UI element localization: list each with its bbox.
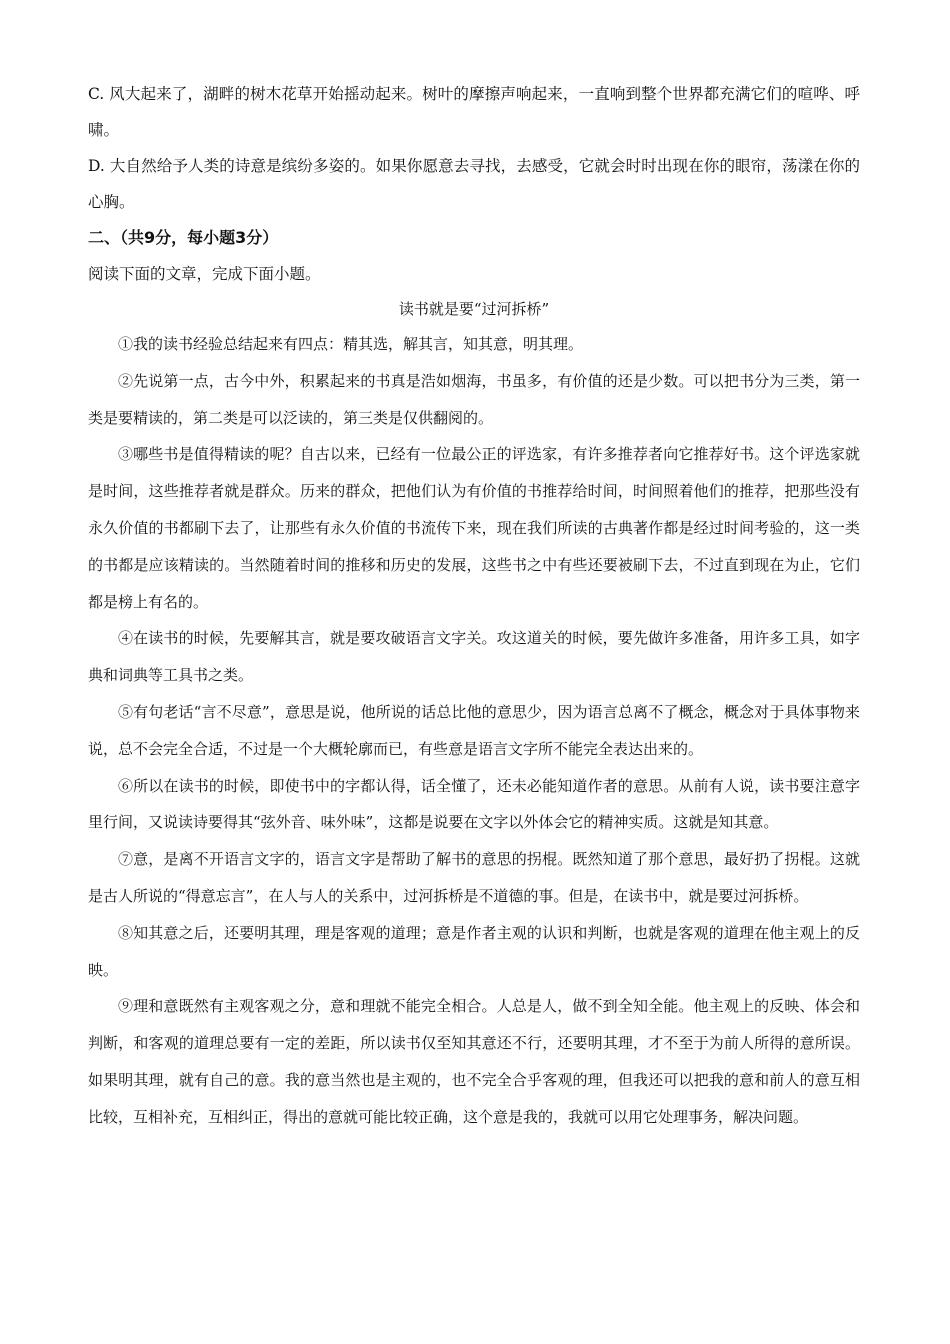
paragraph-3: ③哪些书是值得精读的呢？自古以来，已经有一位最公正的评选家，有许多推荐者向它推荐好书。这个评选家就是时间，这些推荐者就是群众。历来的群众，把他们认为有价值的书推荐给时间，时间照着他们的推荐，把那些没有永久价值的书都刷下去了，让那些有永久价值的书流传下来，现在我们所读的古典著作都是经过时间考验的，这一类的书都是应该精读的。当然随着时间的推移和历史的发展，这些书之中有些还要被刷下去，不过直到现在为止，它们都是榜上有名的。: [88, 445, 860, 611]
paragraph-1: ①我的读书经验总结起来有四点：精其选，解其言，知其意，明其理。: [118, 335, 584, 353]
paragraph-5: ⑤有句老话“言不尽意”，意思是说，他所说的话总比他的意思少，因为语言总离不了概念，概念对于具体事物来说，总不会完全合适，不过是一个大概轮廓而已，有些意是语言文字所不能完全表达出来的。: [88, 702, 860, 758]
paragraph-7: ⑦意，是离不开语言文字的，语言文字是帮助了解书的意思的拐棍。既然知道了那个意思，最好扔了拐棍。这就是古人所说的“得意忘言”，在人与人的关系中，过河拆桥是不道德的事。但是，在读书中，就是要过河拆桥。: [88, 850, 860, 905]
reading-instruction: 阅读下面的文章，完成下面小题。: [88, 265, 321, 283]
paragraph-4: ④在读书的时候，先要解其言，就是要攻破语言文字关。攻这道关的时候，要先做许多准备，用许多工具，如字典和词典等工具书之类。: [88, 629, 860, 685]
document-page: [88, 76, 860, 1136]
paragraph-6: ⑥所以在读书的时候，即使书中的字都认得，话全懂了，还未必能知道作者的意思。从前有人说，读书要注意字里行间，又说读诗要得其“弦外音、味外味”，这都是说要在文字以外体会它的精神实质。这就是知其意。: [88, 776, 860, 832]
paragraph-2: ②先说第一点，古今中外，积累起来的书真是浩如烟海，书虽多，有价值的还是少数。可以把书分为三类，第一类是要精读的，第二类是可以泛读的，第三类是仅供翻阅的。: [88, 371, 860, 427]
section-heading: 二、（共9分，每小题3分）: [88, 228, 279, 247]
option-c: C. 风大起来了，湖畔的树木花草开始摇动起来。树叶的摩擦声响起来，一直响到整个世界都充满它们的喧哗、呼啸。: [88, 85, 860, 139]
paragraph-9: ⑨理和意既然有主观客观之分，意和理就不能完全相合。人总是人，做不到全知全能。他主观上的反映、体会和判断，和客观的道理总要有一定的差距，所以读书仅至知其意还不行，还要明其理，才不至于为前人所得的意所误。如果明其理，就有自己的意。我的意当然也是主观的，也不完全合乎客观的理，但我还可以把我的意和前人的意互相比较，互相补充，互相纠正，得出的意就可能比较正确，这个意是我的，我就可以用它处理事务，解决问题。: [88, 997, 860, 1126]
option-d: D. 大自然给予人类的诗意是缤纷多姿的。如果你愿意去寻找，去感受，它就会时时出现在你的眼帘，荡漾在你的心胸。: [88, 157, 860, 211]
article-title: 读书就是要“过河拆桥”: [398, 300, 550, 318]
paragraph-8: ⑧知其意之后，还要明其理，理是客观的道理；意是作者主观的认识和判断，也就是客观的道理在他主观上的反映。: [88, 923, 860, 979]
